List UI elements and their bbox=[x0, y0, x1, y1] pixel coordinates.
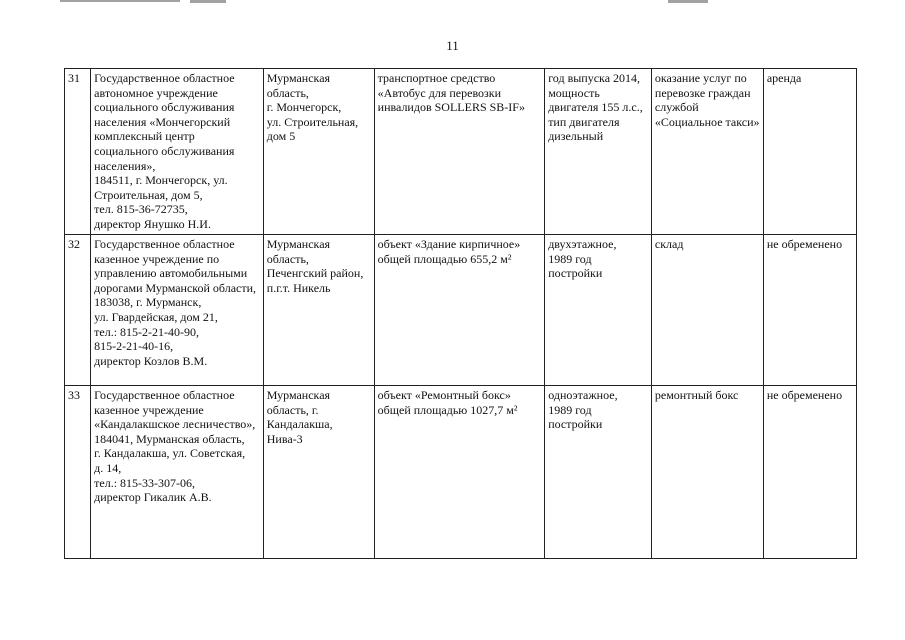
table-row bbox=[65, 235, 857, 386]
table-row bbox=[65, 69, 857, 235]
scan-artifact-top-center bbox=[190, 0, 226, 3]
holder-name-cell: Государственное областное автономное учреждение социального обслуживания населения «Мончегорский комплексный центр социального обслуживания населения», 184511, г. Мончегорск, ул. Строительная, дом 5, тел. 815-36-72735, директор Янушко Н.И. bbox=[91, 69, 264, 235]
scan-artifact-top-right bbox=[668, 0, 708, 3]
row-number-cell: 31 bbox=[65, 69, 91, 235]
encumbrance-cell: не обременено bbox=[763, 386, 856, 559]
object-cell: транспортное средство «Автобус для перевозки инвалидов SOLLERS SB-IF» bbox=[374, 69, 545, 235]
purpose-cell: склад bbox=[651, 235, 763, 386]
page-number: 11 bbox=[446, 38, 459, 53]
object-cell: объект «Здание кирпичное» общей площадью 655,2 м² bbox=[374, 235, 545, 386]
purpose-cell: оказание услуг по перевозке граждан службой «Социальное такси» bbox=[651, 69, 763, 235]
holder-name-cell: Государственное областное казенное учреждение по управлению автомобильными дорогами Мурманской области, 183038, г. Мурманск, ул. Гвардейская, дом 21, тел.: 815-2-21-40-90, 815-2-21-40-16, директор Козлов В.М. bbox=[91, 235, 264, 386]
scan-artifact-top-left bbox=[60, 0, 180, 2]
address-cell: Мурманская область, г. Мончегорск, ул. Строительная, дом 5 bbox=[263, 69, 374, 235]
characteristics-cell: одноэтажное, 1989 год постройки bbox=[545, 386, 652, 559]
characteristics-cell: двухэтажное, 1989 год постройки bbox=[545, 235, 652, 386]
purpose-cell: ремонтный бокс bbox=[651, 386, 763, 559]
characteristics-cell: год выпуска 2014, мощность двигателя 155 л.с., тип двигателя дизельный bbox=[545, 69, 652, 235]
row-number-cell: 32 bbox=[65, 235, 91, 386]
table-row bbox=[65, 386, 857, 559]
address-cell: Мурманская область, г. Кандалакша, Нива-3 bbox=[263, 386, 374, 559]
address-cell: Мурманская область, Печенгский район, п.г.т. Никель bbox=[263, 235, 374, 386]
object-cell: объект «Ремонтный бокс» общей площадью 1027,7 м² bbox=[374, 386, 545, 559]
holder-name-cell: Государственное областное казенное учреждение «Кандалакшское лесничество», 184041, Мурманская область, г. Кандалакша, ул. Советская, д. 14, тел.: 815-33-307-06, директор Гикалик А.В. bbox=[91, 386, 264, 559]
property-registry-table bbox=[64, 68, 857, 559]
row-number-cell: 33 bbox=[65, 386, 91, 559]
encumbrance-cell: не обременено bbox=[763, 235, 856, 386]
encumbrance-cell: аренда bbox=[763, 69, 856, 235]
